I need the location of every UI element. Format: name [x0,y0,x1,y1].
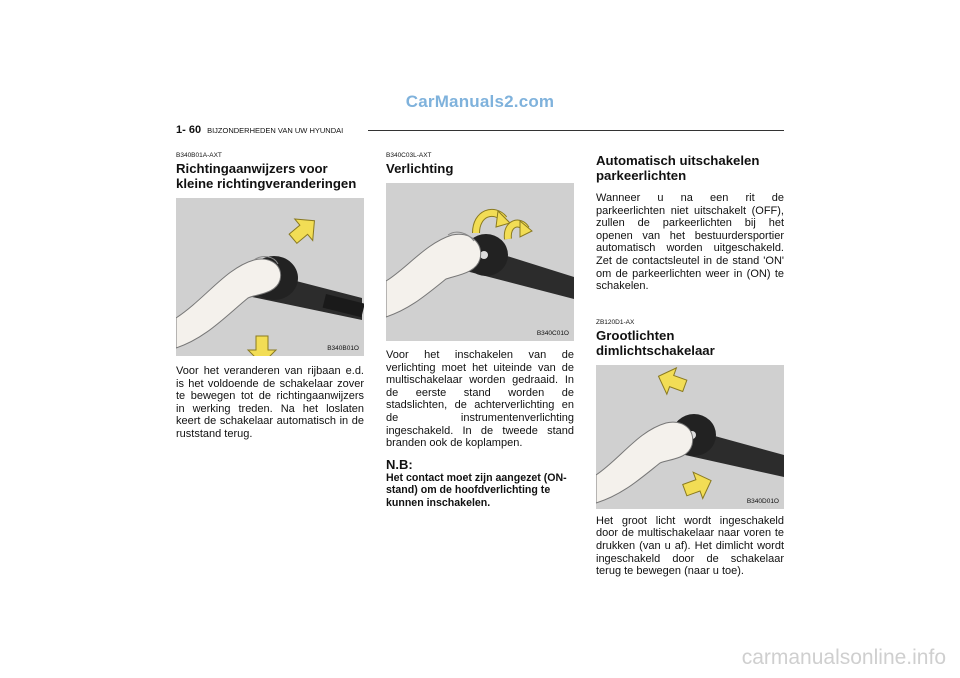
column-parking-lights [596,153,784,578]
body-text: Wanneer u na een rit de parkeerlichten niet uitschakelt (OFF), zullen de parkeerlichten bij het openen van het bestuurdersportier automatisch worden uitgeschakeld. Zet de contactsleutel in de stand 'ON' om de parkeerlichten weer in (ON) te schakelen. [596,192,784,293]
header-rule [368,130,784,131]
watermark-bottom: carmanualsonline.info [741,646,946,669]
figure-code: B340D01O [746,497,779,505]
section-heading: Automatisch uitschakelen parkeerlichten [596,153,760,183]
body-text: Voor het veranderen van rijbaan e.d. is het voldoende de schakelaar zover te bewegen tot de richtingaanwijzers in werking treden. Na het loslaten keert de schakelaar automatisch in de ruststand terug. [176,365,364,440]
figure-code: B340B01O [327,345,359,352]
column-turn-signals [176,152,364,441]
section-code: B340B01A-AXT [176,152,222,159]
section-heading: Richtingaanwijzers voor kleine richtingveranderingen [176,161,357,191]
body-text: Het groot licht wordt ingeschakeld door de multischakelaar naar voren te drukken (van u af). Het dimlicht wordt ingeschakeld door de schakelaar terug te bewegen (naar u toe). [596,514,784,578]
turn-signal-illustration [176,198,364,356]
section-heading: Verlichting [386,161,454,176]
section-code: B340C03L-AXT [386,152,432,159]
section-heading: Grootlichten dimlichtschakelaar [596,327,715,358]
high-beam-illustration [596,365,784,509]
note-title: N.B: [386,456,413,472]
column-lighting [386,152,574,509]
note-text: Het contact moet zijn aangezet (ON-stand) om de hoofdverlichting te kunnen inschakelen. [386,471,567,509]
lighting-illustration [386,183,574,341]
figure-code: B340C01O [536,330,569,337]
page-number: 1- 60 [176,124,202,136]
section-code: ZB120D1-AX [596,318,635,326]
body-text: Voor het inschakelen van de verlichting moet het uiteinde van de multischakelaar worden gedraaid. In de eerste stand worden de stadslichten, de achterverlichting en de instrumentenverlichting ingeschakeld. In de tweede stand branden ook de koplampen. [386,349,574,450]
section-name: BIJZONDERHEDEN VAN UW HYUNDAI [207,126,344,135]
watermark-top: CarManuals2.com [405,92,555,111]
page-header [176,124,343,136]
